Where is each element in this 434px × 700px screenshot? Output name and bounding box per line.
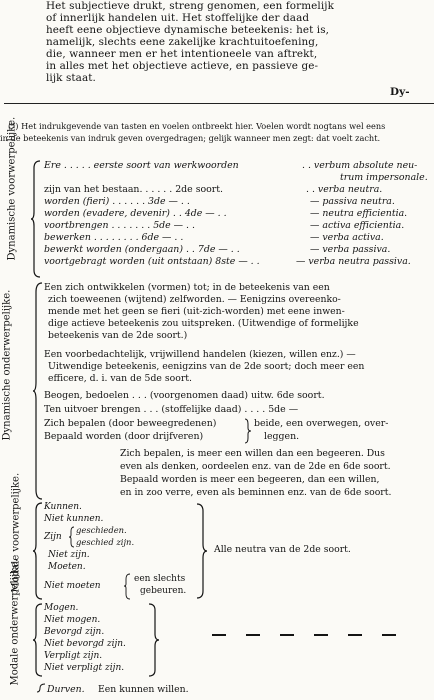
table-cell: — neutra efficientia. <box>310 208 408 219</box>
list-item: een slechts <box>134 574 186 584</box>
curly-brace-icon <box>32 603 44 677</box>
table-cell: — passiva neutra. <box>310 196 395 207</box>
durven-label: Durven. <box>47 684 85 695</box>
footnote-line: in de beteekenis van indruk geven overgedragen; gelijk wanneer men zegt: dat voelt zacht. <box>0 133 381 143</box>
curly-brace-icon <box>32 502 44 600</box>
paragraph-line: namelijk, slechts eene zakelijke krachtuitoefening, <box>46 36 319 48</box>
text-line: beteekenis van de 2de soort.) <box>48 330 188 341</box>
note-line: Zich bepalen, is meer een willen dan een begeeren. Dus <box>120 448 385 459</box>
curly-brace-icon <box>196 503 208 599</box>
table-cell: trum impersonale. <box>340 172 428 183</box>
list-item: Niet zijn. <box>48 550 90 560</box>
right-note: Alle neutra van de 2de soort. <box>214 544 351 555</box>
list-item: Moeten. <box>48 562 86 572</box>
table-cell: . . verbum absolute neu- <box>302 160 418 171</box>
list-item: geschied zijn. <box>76 537 135 547</box>
table-cell: Ten uitvoer brengen . . . (stoffelijke daad) . . . . 5de — <box>44 404 299 415</box>
table-cell: Ere . . . . . eerste soort van werkwoorden <box>44 160 239 171</box>
table-cell: — verba activa. <box>310 232 384 243</box>
list-item: Mogen. <box>44 603 79 613</box>
durven-meaning: Een kunnen willen. <box>98 684 189 695</box>
list-item: Niet bevorgd zijn. <box>44 639 126 649</box>
table-cell: leggen. <box>264 431 300 442</box>
dash-rule <box>212 634 226 636</box>
table-cell: — verba neutra passiva. <box>296 256 411 267</box>
table-cell: worden (fieri) . . . . . . 3de — . . <box>44 196 190 207</box>
note-line: en in zoo verre, even als beminnen enz. van de 6de soort. <box>120 487 392 498</box>
table-cell: . . verba neutra. <box>306 184 383 195</box>
table-cell: — verba passiva. <box>310 244 391 255</box>
table-cell: Beogen, bedoelen . . . (voorgenomen daad) uitw. 6de soort. <box>44 390 325 401</box>
list-item: Verpligt zijn. <box>44 651 103 661</box>
table-cell: beide, een overwegen, over- <box>254 418 389 429</box>
footnote-line: (*) Het indrukgevende van tasten en voelen ontbreekt hier. Voelen wordt nogtans wel eens <box>8 121 386 131</box>
note-line: even als denken, oordeelen enz. van de 2de en 6de soort. <box>120 461 391 472</box>
table-cell: Bepaald worden (door drijfveren) <box>44 431 204 442</box>
dash-rule <box>382 634 396 636</box>
table-cell: Zich bepalen (door beweegredenen) <box>44 418 217 429</box>
text-line: mende met het geen se fieri (uit-zich-worden) met eene inwen- <box>48 306 345 317</box>
footnote-rule <box>4 103 434 104</box>
table-cell: bewerkt worden (ondergaan) . . 7de — . . <box>44 244 240 255</box>
paragraph-line: heeft eene objectieve dynamische beteekenis: het is, <box>46 24 330 36</box>
curly-brace-icon <box>244 418 252 444</box>
text-line: dige actieve beteekenis zou uitspreken. (Uitwendige of formelijke <box>48 318 359 329</box>
brace-tick-icon <box>36 683 46 693</box>
text-line: efficere, d. i. van de 5de soort. <box>48 373 192 384</box>
dash-rule <box>246 634 260 636</box>
list-item: Niet moeten <box>44 581 101 591</box>
section-label: Dynamische voorwerpelijke. <box>6 116 18 261</box>
paragraph-line: Het subjectieve drukt, streng genomen, een formelijk <box>46 0 334 12</box>
list-item: geschieden. <box>76 525 127 535</box>
list-item: Niet mogen. <box>44 615 101 625</box>
paragraph-line: in alles met het objectieve actieve, en passieve ge- <box>46 60 319 72</box>
curly-brace-icon <box>148 603 160 677</box>
curly-brace-icon <box>123 573 131 600</box>
text-line: Een voorbedachtelijk, vrijwillend handelen (kiezen, willen enz.) — <box>44 349 356 360</box>
table-cell: zijn van het bestaan. . . . . . 2de soort. <box>44 184 224 195</box>
table-cell: voortbrengen . . . . . . . 5de — . . <box>44 220 195 231</box>
curly-brace-icon <box>68 526 75 548</box>
table-cell: voortgebragt worden (uit ontstaan) 8ste — . . <box>44 256 260 267</box>
list-item: gebeuren. <box>140 586 187 596</box>
paragraph-line: of innerlijk handelen uit. Het stoffelijke der daad <box>46 12 310 24</box>
list-item: Bevorgd zijn. <box>44 627 105 637</box>
list-item: Niet verpligt zijn. <box>44 663 125 673</box>
section-label: Dynamische onderwerpelijke. <box>1 289 13 441</box>
dash-rule <box>314 634 328 636</box>
list-item: Kunnen. <box>44 502 82 512</box>
dash-rule <box>348 634 362 636</box>
list-item: Zijn <box>44 532 62 542</box>
paragraph-line: lijk staat. <box>46 72 96 84</box>
table-cell: bewerken . . . . . . . . 6de — . . <box>44 232 184 243</box>
text-line: zich toeweenen (wijtend) zelfworden. — Eenigzins overeenko- <box>48 294 341 305</box>
paragraph-line: die, wanneer men er het intentioneele van aftrekt, <box>46 48 318 60</box>
section-label: Modale voorwerpelijke. <box>10 472 22 593</box>
table-cell: worden (evadere, devenir) . . 4de — . . <box>44 208 227 219</box>
text-line: Uitwendige beteekenis, eenigzins van de 2de soort; doch meer een <box>48 361 365 372</box>
section-label: Modale onderwerpelijke. <box>9 558 21 686</box>
dash-rule <box>280 634 294 636</box>
list-item: Niet kunnen. <box>44 514 104 524</box>
note-line: Bepaald worden is meer een begeeren, dan een willen, <box>120 474 380 485</box>
table-cell: — activa efficientia. <box>310 220 405 231</box>
text-line: Een zich ontwikkelen (vormen) tot; in de beteekenis van een <box>44 282 330 293</box>
catchword: Dy- <box>390 86 410 98</box>
